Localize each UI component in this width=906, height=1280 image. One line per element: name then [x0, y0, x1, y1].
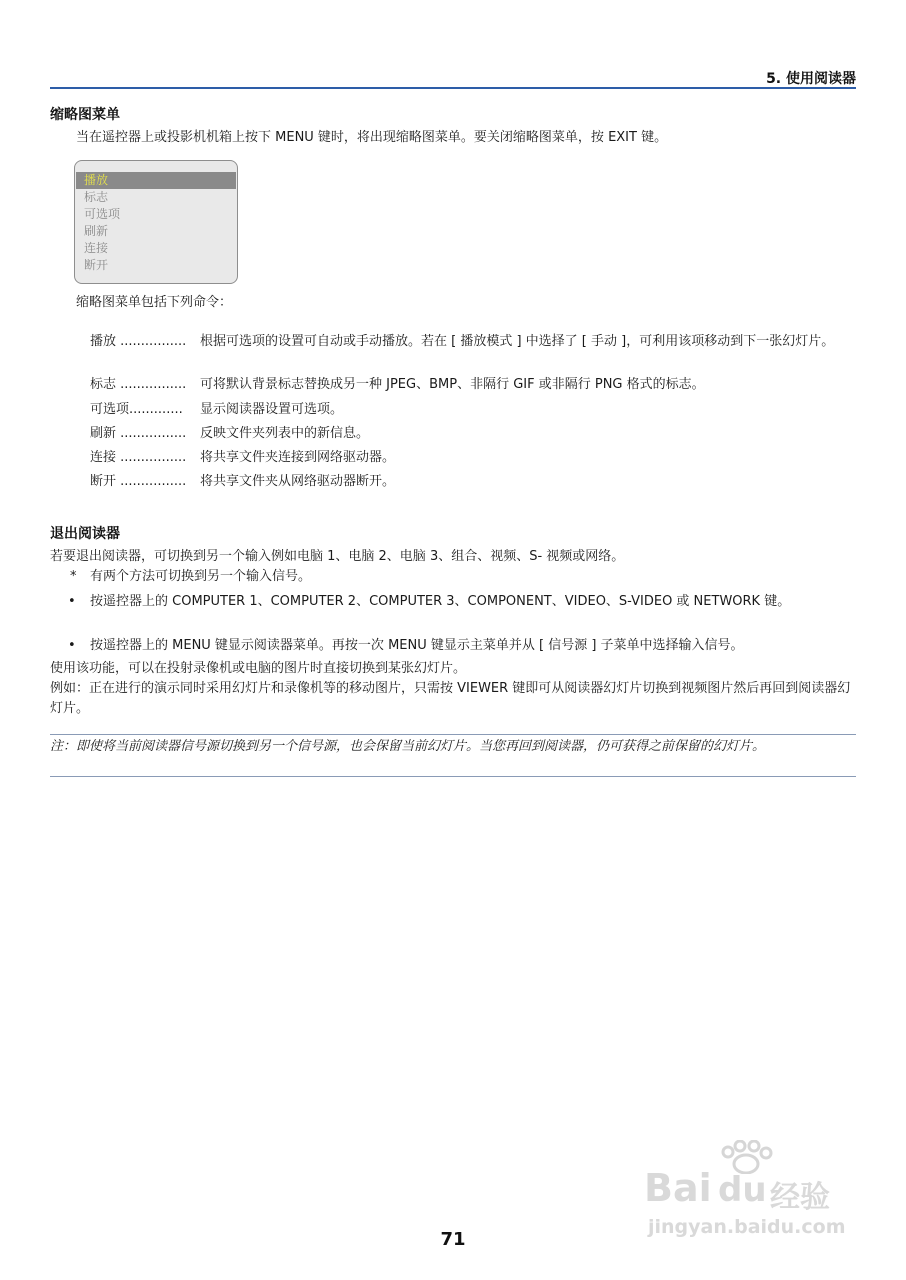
bullet-item: 按遥控器上的 MENU 键显示阅读器菜单。再按一次 MENU 键显示主菜单并从 [ 信号源 ] 子菜单中选择输入信号。 [90, 638, 744, 653]
paw-icon [716, 1140, 776, 1174]
thumbnail-menu-illustration [74, 160, 238, 284]
usage-text: 使用该功能，可以在投射录像机或电脑的图片时直接切换到某张幻灯片。 [50, 661, 467, 676]
menu-item-logo: 标志 [84, 190, 109, 204]
section-heading-exit-viewer: 退出阅读器 [50, 526, 120, 542]
command-desc: 反映文件夹列表中的新信息。 [200, 426, 370, 441]
chapter-title: 5. 使用阅读器 [766, 71, 856, 87]
menu-item-connect: 连接 [84, 241, 109, 255]
command-desc: 可将默认背景标志替换成另一种 JPEG、BMP、非隔行 GIF 或非隔行 PNG 格式的标志。 [200, 377, 705, 392]
asterisk-note: 有两个方法可切换到另一个输入信号。 [90, 569, 312, 584]
menu-item-refresh: 刷新 [84, 224, 109, 238]
command-desc: 将共享文件夹连接到网络驱动器。 [200, 450, 396, 465]
asterisk-mark: * [70, 569, 77, 584]
page-number: 71 [440, 1229, 466, 1250]
command-desc: 将共享文件夹从网络驱动器断开。 [200, 474, 396, 489]
example-text: 例如：正在进行的演示同时采用幻灯片和录像机等的移动图片，只需按 VIEWER 键即可从阅读器幻灯片切换到视频图片然后再回到阅读器幻灯片。 [50, 681, 851, 716]
bullet-mark: • [68, 638, 76, 653]
exit-intro: 若要退出阅读器，可切换到另一个输入例如电脑 1、电脑 2、电脑 3、组合、视频、S- 视频或网络。 [50, 549, 625, 564]
section-intro: 当在遥控器上或投影机机箱上按下 MENU 键时，将出现缩略图菜单。要关闭缩略图菜单，按 EXIT 键。 [76, 130, 668, 145]
watermark-brand-cn: 经验 [770, 1180, 830, 1215]
bullet-mark: • [68, 594, 76, 609]
header-rule [50, 87, 856, 89]
command-key: 断开 ................ [90, 474, 187, 489]
command-key: 标志 ................ [90, 377, 187, 392]
baidu-jingyan-watermark [644, 1140, 854, 1240]
note-rule-top [50, 734, 856, 735]
menu-item-play: 播放 [84, 173, 109, 187]
command-key: 连接 ................ [90, 450, 187, 465]
command-key: 可选项............. [90, 402, 183, 417]
command-desc: 显示阅读器设置可选项。 [200, 402, 344, 417]
commands-intro: 缩略图菜单包括下列命令： [76, 295, 233, 310]
section-heading-thumbnail-menu: 缩略图菜单 [50, 107, 120, 123]
note-text: 注：即使将当前阅读器信号源切换到另一个信号源，也会保留当前幻灯片。当您再回到阅读器，仍可获得之前保留的幻灯片。 [50, 739, 766, 754]
menu-item-disconnect: 断开 [84, 258, 109, 272]
note-rule-bottom [50, 776, 856, 777]
bullet-item: 按遥控器上的 COMPUTER 1、COMPUTER 2、COMPUTER 3、COMPONENT、VIDEO、S-VIDEO 或 NETWORK 键。 [90, 594, 791, 609]
watermark-brand-tail: du [718, 1170, 767, 1210]
watermark-brand: Bai [644, 1166, 712, 1210]
watermark-url: jingyan.baidu.com [648, 1216, 846, 1238]
command-key: 刷新 ................ [90, 426, 187, 441]
command-desc: 根据可选项的设置可自动或手动播放。若在 [ 播放模式 ] 中选择了 [ 手动 ]，可利用该项移动到下一张幻灯片。 [200, 334, 835, 349]
menu-item-options: 可选项 [84, 207, 121, 221]
command-key: 播放 ................ [90, 334, 187, 349]
